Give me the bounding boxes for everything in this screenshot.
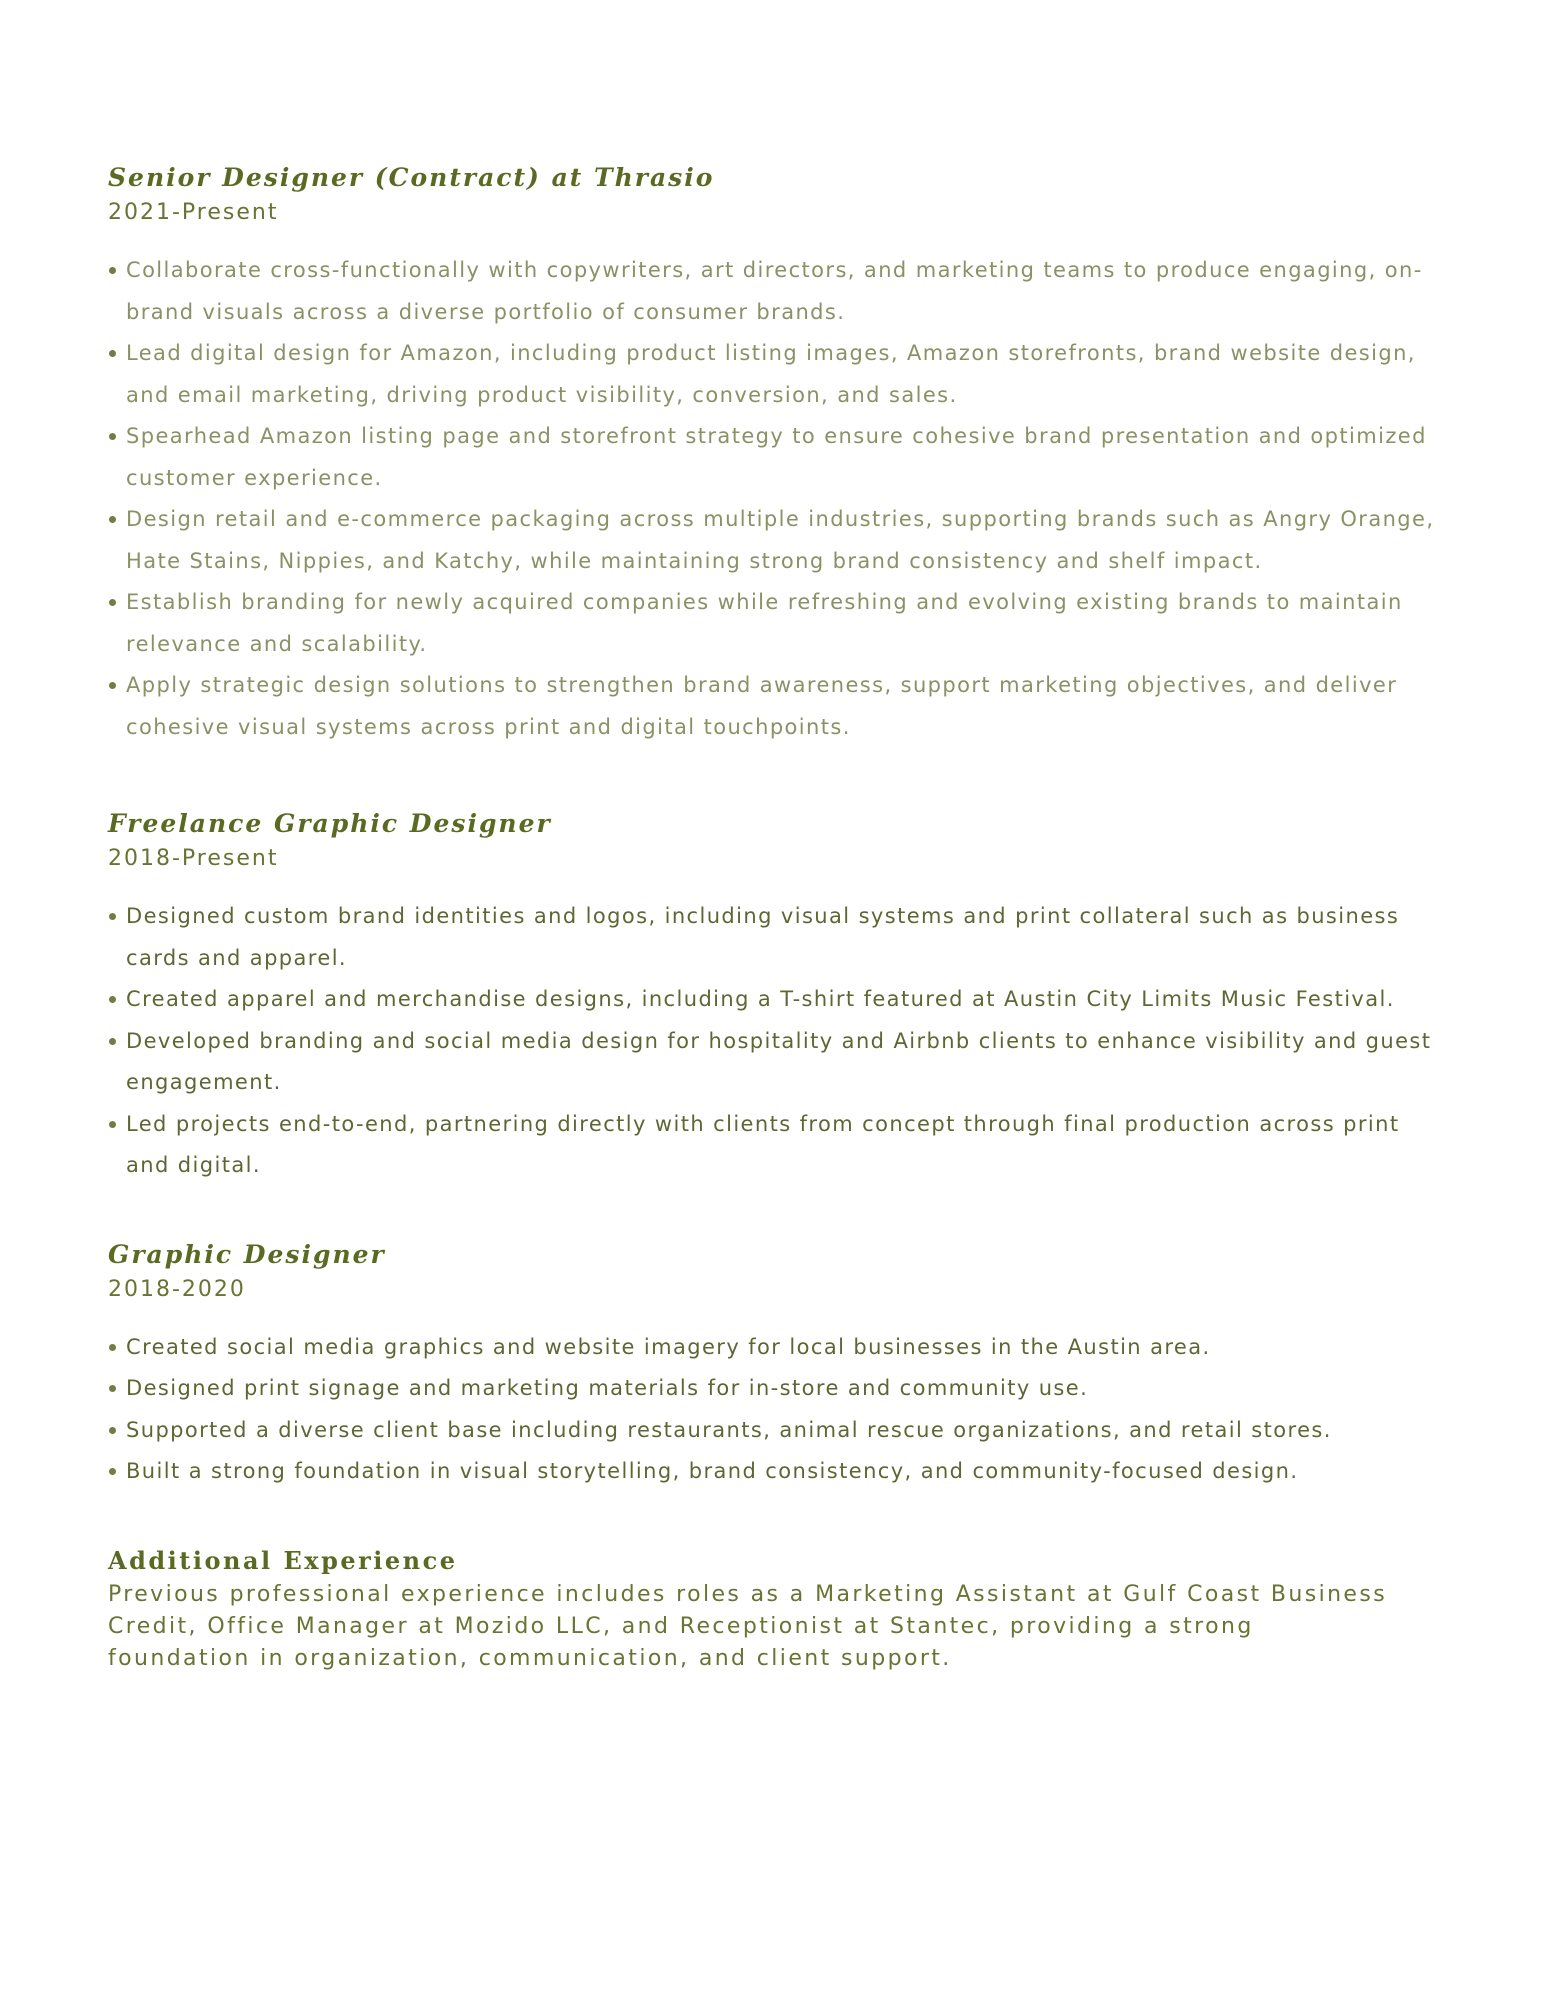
job-title: Freelance Graphic Designer (108, 809, 552, 838)
list-item (126, 1327, 1438, 1369)
bullet-icon (109, 1427, 116, 1434)
resume-page (108, 160, 1438, 1675)
bullet-icon (109, 1121, 116, 1128)
bullet-text: Created social media graphics and website imagery for local businesses in the Austin area. (126, 1334, 1211, 1359)
job-section-graphic-designer (108, 1237, 1438, 1493)
list-item (126, 1104, 1438, 1187)
bullet-text: Developed branding and social media design for hospitality and Airbnb clients to enhance visibility and guest engagement. (126, 1028, 1432, 1094)
bullet-icon (109, 599, 116, 606)
bullet-icon (109, 267, 116, 274)
bullet-icon (109, 516, 116, 523)
list-item (126, 1410, 1438, 1452)
job-dates: 2018-2020 (108, 1276, 246, 1302)
list-item (126, 416, 1438, 499)
list-item (126, 1368, 1438, 1410)
bullet-icon (109, 1344, 116, 1351)
list-item (126, 582, 1438, 665)
bullet-text: Supported a diverse client base including restaurants, animal rescue organizations, and retail stores. (126, 1417, 1332, 1442)
bullet-text: Created apparel and merchandise designs, including a T-shirt featured at Austin City Limits Music Festival. (126, 987, 1395, 1011)
job-section-freelance (108, 806, 1438, 1187)
list-item (126, 896, 1438, 979)
list-item (126, 499, 1438, 582)
bullet-icon (109, 1385, 116, 1392)
job-bullet-list (108, 250, 1438, 748)
bullet-icon (109, 1038, 116, 1045)
bullet-text: Spearhead Amazon listing page and storefront strategy to ensure cohesive brand presentation and optimized customer experience. (126, 424, 1427, 490)
bullet-icon (109, 913, 116, 920)
job-title: Senior Designer (Contract) at Thrasio (108, 163, 715, 192)
bullet-text: Apply strategic design solutions to strengthen brand awareness, support marketing objectives, and deliver cohesive visual systems across print and digital touchpoints. (126, 673, 1398, 739)
bullet-icon (109, 350, 116, 357)
list-item (126, 1451, 1438, 1493)
job-dates: 2018-Present (108, 846, 279, 871)
bullet-text: Lead digital design for Amazon, including product listing images, Amazon storefronts, brand website design, and email marketing, driving product visibility, conversion, and sales. (126, 341, 1416, 407)
bullet-text: Designed custom brand identities and logos, including visual systems and print collateral such as business cards and apparel. (126, 904, 1400, 970)
bullet-text: Led projects end-to-end, partnering directly with clients from concept through final production across print and digital. (126, 1111, 1400, 1177)
bullet-text: Establish branding for newly acquired companies while refreshing and evolving existing brands to maintain relevance and scalability. (126, 590, 1403, 656)
list-item (126, 333, 1438, 416)
additional-experience-section (108, 1543, 1438, 1675)
bullet-icon (109, 996, 116, 1003)
job-bullet-list (108, 1327, 1438, 1493)
bullet-icon (109, 433, 116, 440)
bullet-icon (109, 1468, 116, 1475)
bullet-icon (109, 682, 116, 689)
job-bullet-list (108, 896, 1438, 1187)
list-item (126, 250, 1438, 333)
bullet-text: Designed print signage and marketing materials for in-store and community use. (126, 1376, 1089, 1400)
job-title: Graphic Designer (108, 1239, 386, 1269)
job-dates: 2021-Present (108, 200, 279, 225)
bullet-text: Design retail and e-commerce packaging across multiple industries, supporting brands such as Angry Orange, Hate Stains, Nippies, and Katchy, while maintaining strong brand consistency and shelf impact. (126, 507, 1435, 573)
additional-experience-text: Previous professional experience includes roles as a Marketing Assistant at Gulf Coast Business Credit, Office Manager at Mozido LLC, and Receptionist at Stantec, providing a strong foundation in organization, communication, and client support. (108, 1581, 1388, 1671)
section-heading: Additional Experience (108, 1545, 458, 1575)
list-item (126, 979, 1438, 1021)
bullet-text: Built a strong foundation in visual storytelling, brand consistency, and community-focused design. (126, 1459, 1299, 1483)
list-item (126, 1021, 1438, 1104)
list-item (126, 665, 1438, 748)
bullet-text: Collaborate cross-functionally with copywriters, art directors, and marketing teams to produce engaging, on-brand visuals across a diverse portfolio of consumer brands. (126, 258, 1423, 324)
job-section-thrasio (108, 160, 1438, 748)
